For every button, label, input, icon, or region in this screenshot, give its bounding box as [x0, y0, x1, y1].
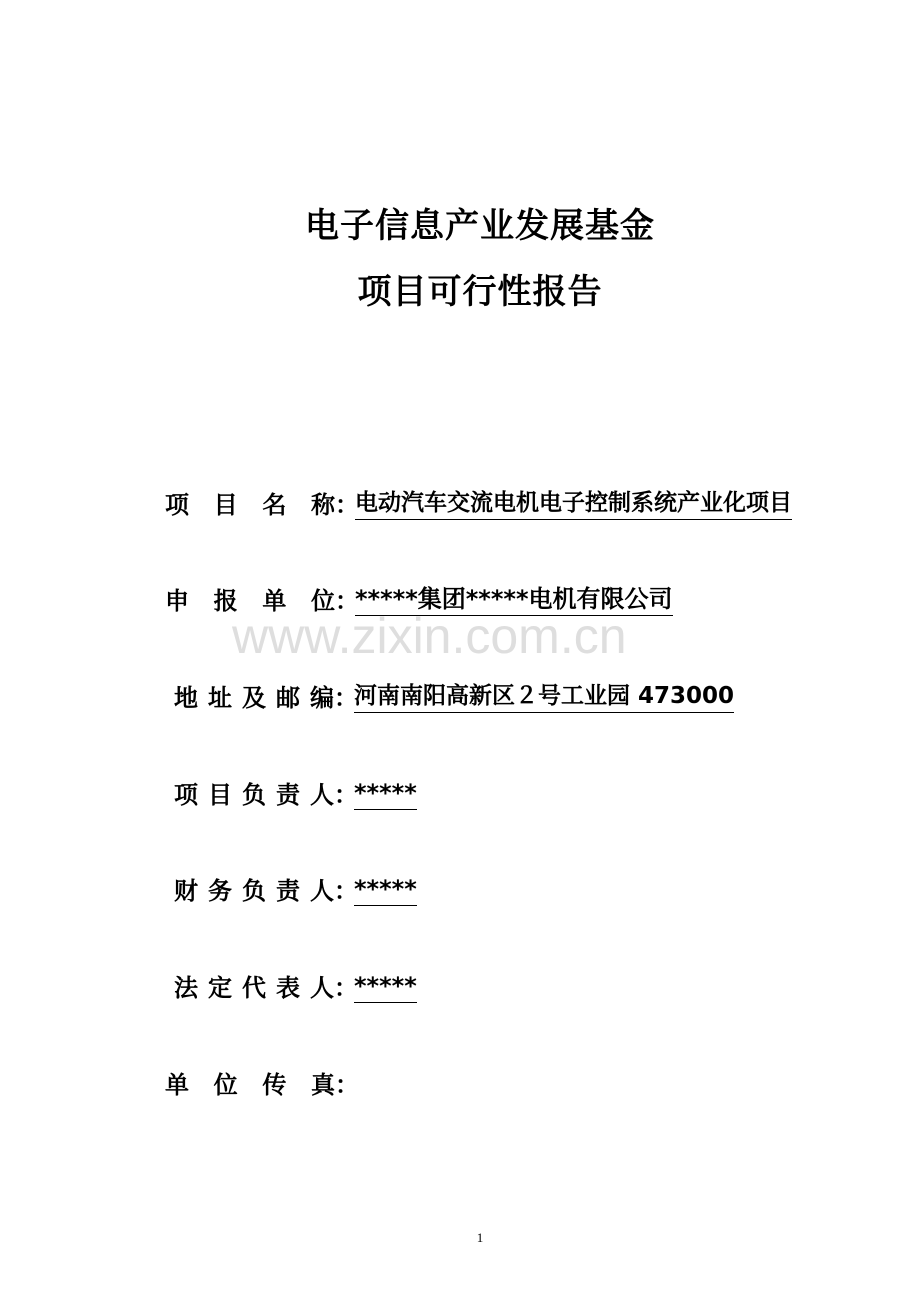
field-value: ***** — [354, 971, 417, 1003]
field-value: ***** — [354, 874, 417, 906]
field-unit-fax — [165, 1064, 359, 1100]
report-title-line-1: 电子信息产业发展基金 — [305, 206, 655, 246]
field-label: 项 目 名 称 — [165, 491, 335, 519]
field-colon: ： — [334, 974, 358, 1002]
field-value: *****集团*****电机有限公司 — [355, 584, 673, 616]
field-label: 单 位 传 真 — [165, 1071, 335, 1099]
field-legal-representative — [174, 967, 417, 1003]
field-finance-leader — [174, 870, 417, 906]
field-colon: ： — [334, 781, 358, 809]
field-project-leader — [174, 774, 417, 810]
field-value: 电动汽车交流电机电子控制系统产业化项目 — [355, 488, 792, 520]
field-colon: ： — [335, 491, 359, 519]
field-label: 法定代表人 — [174, 974, 334, 1002]
field-applicant-unit — [165, 580, 673, 616]
field-address-postcode — [174, 677, 734, 713]
field-label: 项目负责人 — [174, 781, 334, 809]
field-colon: ： — [335, 587, 359, 615]
field-value: 河南南阳高新区２号工业园 473000 — [354, 681, 734, 713]
page-number: 1 — [476, 1230, 484, 1245]
report-title-line-2: 项目可行性报告 — [357, 272, 603, 312]
field-label: 申 报 单 位 — [165, 587, 335, 615]
field-project-name — [165, 484, 792, 520]
field-value: ***** — [354, 778, 417, 810]
field-colon: ： — [335, 1071, 359, 1099]
watermark: www.zixin.com.cn — [232, 608, 627, 664]
field-label: 财务负责人 — [174, 877, 334, 905]
field-colon: ： — [334, 684, 358, 712]
field-colon: ： — [334, 877, 358, 905]
field-label: 地址及邮编 — [174, 684, 334, 712]
